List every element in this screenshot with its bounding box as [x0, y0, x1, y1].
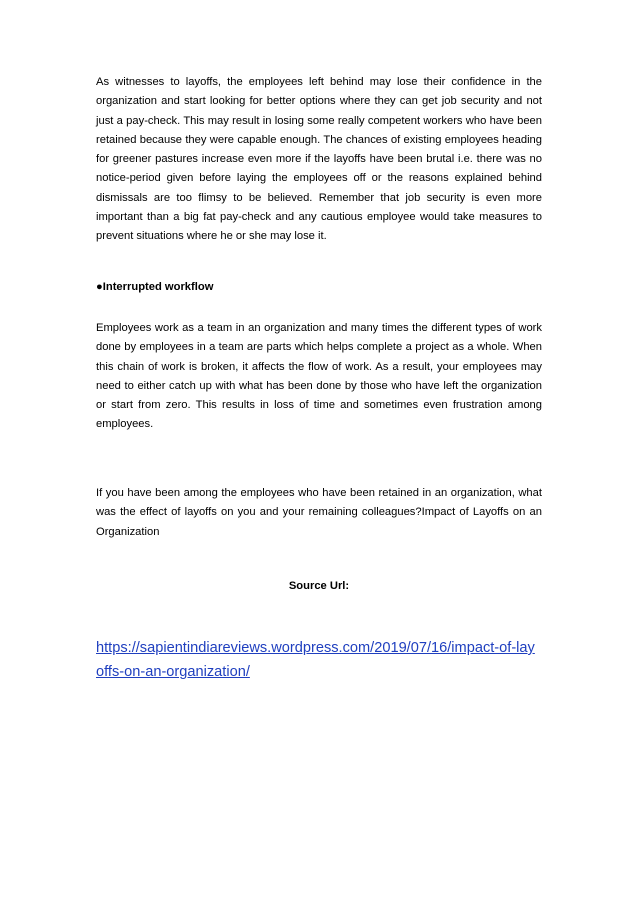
- paragraph-layoff-witnesses: As witnesses to layoffs, the employees left behind may lose their confidence in the organization and start looking for better options where they can get job security and not just a pay-check. This may result in losing some really competent workers who have been retained because they were capable enough. The chances of existing employees heading for greener pastures increase even more if the layoffs have been brutal i.e. there was no notice-period given before laying the employees off or the reasons explained behind dismissals are too flimsy to be believed. Remember that job security is even more important than a big fat pay-check and any cautious employee would take measures to prevent situations where he or she may lose it.: [96, 76, 542, 243]
- source-url-link[interactable]: https://sapientindiareviews.wordpress.com/2019/07/16/impact-of-layoffs-on-an-organization/: [96, 640, 535, 680]
- section-heading-interrupted-workflow: ●Interrupted workflow: [96, 281, 214, 293]
- paragraph-interrupted-workflow: Employees work as a team in an organization and many times the different types of work done by employees in a team are parts which helps complete a project as a whole. When this chain of work is broken, it affects the flow of work. As a result, your employees may need to either catch up with what has been done by those who have left the organization or start from zero. This results in loss of time and sometimes even frustration among employees.: [96, 322, 542, 431]
- source-url-label: Source Url:: [288, 580, 350, 592]
- paragraph-closing-question: If you have been among the employees who have been retained in an organization, what was the effect of layoffs on you and your remaining colleagues?Impact of Layoffs on an Organization: [96, 487, 542, 538]
